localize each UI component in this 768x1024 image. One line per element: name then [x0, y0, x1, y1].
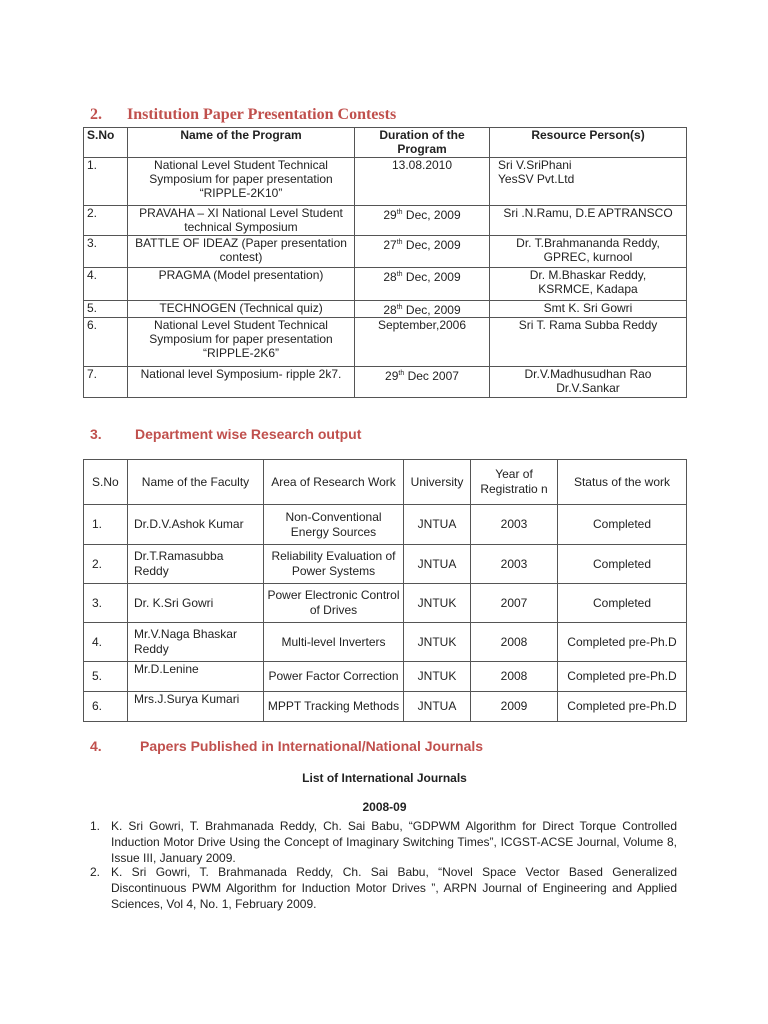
duration-cell: 13.08.2010	[355, 158, 490, 206]
status-cell: Completed	[558, 505, 687, 545]
status-cell: Completed pre-Ph.D	[558, 692, 687, 722]
sno-cell: 3.	[84, 236, 128, 268]
area-cell: MPPT Tracking Methods	[264, 692, 404, 722]
university-cell: JNTUA	[404, 692, 471, 722]
contests-table	[83, 127, 687, 398]
area-cell: Reliability Evaluation of Power Systems	[264, 545, 404, 584]
header-cell: Resource Person(s)	[490, 128, 687, 158]
sno-cell: 4.	[84, 268, 128, 301]
header-cell: Name of the Program	[128, 128, 355, 158]
resource-person-cell: Dr. T.Brahmananda Reddy, GPREC, kurnool	[490, 236, 687, 268]
sno-cell: 5.	[84, 301, 128, 318]
section-2-heading: 2. Institution Paper Presentation Contests	[90, 106, 397, 123]
year-cell: 2007	[471, 584, 558, 623]
program-cell: National Level Student Technical Symposium for paper presentation “RIPPLE-2K10”	[128, 158, 355, 206]
sno-cell: 1.	[84, 158, 128, 206]
header-cell: Duration of the Program	[355, 128, 490, 158]
table-row	[84, 318, 687, 367]
sno-cell: 4.	[84, 623, 128, 662]
table-row	[84, 301, 687, 318]
university-cell: JNTUA	[404, 505, 471, 545]
duration-cell: 29th Dec, 2009	[355, 206, 490, 236]
status-cell: Completed	[558, 584, 687, 623]
header-cell: S.No	[84, 460, 128, 505]
sno-cell: 6.	[84, 318, 128, 367]
sno-cell: 7.	[84, 367, 128, 398]
resource-person-cell: Smt K. Sri Gowri	[490, 301, 687, 318]
program-cell: BATTLE OF IDEAZ (Paper presentation contest)	[128, 236, 355, 268]
table-row	[84, 662, 687, 692]
year-cell: 2009	[471, 692, 558, 722]
research-output-table	[83, 459, 687, 722]
year-cell: 2008	[471, 662, 558, 692]
sno-cell: 1.	[84, 505, 128, 545]
sno-cell: 6.	[84, 692, 128, 722]
table-row	[84, 623, 687, 662]
program-cell: National level Symposium- ripple 2k7.	[128, 367, 355, 398]
sno-cell: 3.	[84, 584, 128, 623]
university-cell: JNTUK	[404, 662, 471, 692]
area-cell: Power Electronic Control of Drives	[264, 584, 404, 623]
faculty-cell: Dr. K.Sri Gowri	[128, 584, 264, 623]
faculty-cell: Mr.D.Lenine	[128, 662, 264, 692]
header-cell: S.No	[84, 128, 128, 158]
year-cell: 2003	[471, 545, 558, 584]
resource-person-cell: Sri T. Rama Subba Reddy	[490, 318, 687, 367]
status-cell: Completed pre-Ph.D	[558, 662, 687, 692]
journal-item: 1. K. Sri Gowri, T. Brahmanada Reddy, Ch. Sai Babu, “GDPWM Algorithm for Direct Torque Controlled Induction Motor Drive Using the Concept of Imaginary Switching Times”, ICGST-ACSE Journal, Volume 8, Issue III, January 2009.	[90, 819, 677, 865]
status-cell: Completed	[558, 545, 687, 584]
table-row	[84, 158, 687, 206]
year-cell: 2003	[471, 505, 558, 545]
journals-year: 2008-09	[362, 800, 407, 814]
area-cell: Multi-level Inverters	[264, 623, 404, 662]
university-cell: JNTUK	[404, 623, 471, 662]
program-cell: PRAGMA (Model presentation)	[128, 268, 355, 301]
table-row	[84, 545, 687, 584]
table-row	[84, 367, 687, 398]
area-cell: Power Factor Correction	[264, 662, 404, 692]
header-cell: Status of the work	[558, 460, 687, 505]
faculty-cell: Dr.D.V.Ashok Kumar	[128, 505, 264, 545]
header-cell: Year of Registratio n	[471, 460, 558, 505]
program-cell: PRAVAHA – XI National Level Student technical Symposium	[128, 206, 355, 236]
duration-cell: 27th Dec, 2009	[355, 236, 490, 268]
faculty-cell: Mrs.J.Surya Kumari	[128, 692, 264, 722]
table-row	[84, 505, 687, 545]
table-row	[84, 584, 687, 623]
duration-cell: 29th Dec 2007	[355, 367, 490, 398]
journal-item: 2. K. Sri Gowri, T. Brahmanada Reddy, Ch. Sai Babu, “Novel Space Vector Based Generalized Discontinuous PWM Algorithm for Induction Motor Drives ”, ARPN Journal of Engineering and Applied Sciences, Vol 4, No. 1, February 2009.	[90, 865, 677, 911]
table-row	[84, 206, 687, 236]
resource-person-cell: Dr.V.Madhusudhan Rao Dr.V.Sankar	[490, 367, 687, 398]
table-header-row	[84, 128, 687, 158]
faculty-cell: Mr.V.Naga Bhaskar Reddy	[128, 623, 264, 662]
duration-cell: 28th Dec, 2009	[355, 301, 490, 318]
university-cell: JNTUA	[404, 545, 471, 584]
duration-cell: 28th Dec, 2009	[355, 268, 490, 301]
area-cell: Non-Conventional Energy Sources	[264, 505, 404, 545]
resource-person-cell: Sri .N.Ramu, D.E APTRANSCO	[490, 206, 687, 236]
duration-cell: September,2006	[355, 318, 490, 367]
table-row	[84, 692, 687, 722]
table-row	[84, 268, 687, 301]
sno-cell: 5.	[84, 662, 128, 692]
table-row	[84, 236, 687, 268]
table-header-row	[84, 460, 687, 505]
program-cell: National Level Student Technical Symposium for paper presentation “RIPPLE-2K6”	[128, 318, 355, 367]
resource-person-cell: Sri V.SriPhani YesSV Pvt.Ltd	[490, 158, 687, 206]
faculty-cell: Dr.T.Ramasubba Reddy	[128, 545, 264, 584]
sno-cell: 2.	[84, 206, 128, 236]
header-cell: Name of the Faculty	[128, 460, 264, 505]
header-cell: University	[404, 460, 471, 505]
journals-subtitle: List of International Journals	[302, 771, 467, 785]
section-3-heading: 3. Department wise Research output	[90, 426, 362, 442]
sno-cell: 2.	[84, 545, 128, 584]
resource-person-cell: Dr. M.Bhaskar Reddy, KSRMCE, Kadapa	[490, 268, 687, 301]
university-cell: JNTUK	[404, 584, 471, 623]
header-cell: Area of Research Work	[264, 460, 404, 505]
program-cell: TECHNOGEN (Technical quiz)	[128, 301, 355, 318]
status-cell: Completed pre-Ph.D	[558, 623, 687, 662]
year-cell: 2008	[471, 623, 558, 662]
section-4-heading: 4. Papers Published in International/National Journals	[90, 738, 484, 754]
